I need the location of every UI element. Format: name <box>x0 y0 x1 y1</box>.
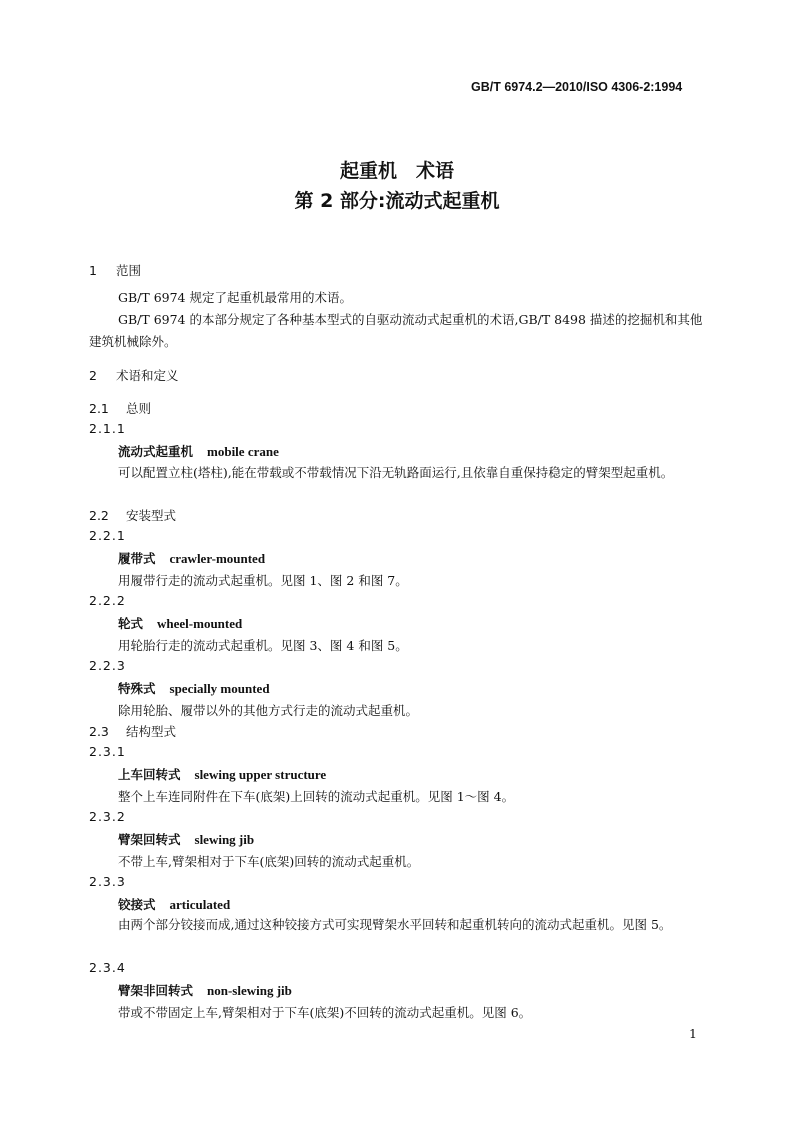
term-english: articulated <box>169 897 231 912</box>
term-number: 2.2.1 <box>89 528 126 543</box>
term-english: wheel-mounted <box>157 616 243 631</box>
section-heading-terms <box>89 366 179 384</box>
term-chinese: 履带式 <box>118 551 156 566</box>
term-english: slewing upper structure <box>194 767 327 782</box>
section-number: 1 <box>89 263 97 278</box>
term-entry <box>118 830 254 848</box>
term-definition: 用轮胎行走的流动式起重机。见图 3、图 4 和图 5。 <box>118 638 408 653</box>
term-definition: 不带上车,臂架相对于下车(底架)回转的流动式起重机。 <box>118 854 420 869</box>
subsection-heading <box>89 399 151 417</box>
page-number: 1 <box>689 1026 697 1041</box>
term-chinese: 臂架非回转式 <box>118 983 194 998</box>
term-definition: 用履带行走的流动式起重机。见图 1、图 2 和图 7。 <box>118 573 408 588</box>
term-chinese: 上车回转式 <box>118 767 181 782</box>
section-number: 2 <box>89 368 97 383</box>
term-entry <box>118 442 279 460</box>
document-subtitle: 第 2 部分:流动式起重机 <box>294 190 500 212</box>
subsection-number: 2.3 <box>89 724 109 739</box>
term-definition: 除用轮胎、履带以外的其他方式行走的流动式起重机。 <box>118 703 419 718</box>
subsection-heading <box>89 722 176 740</box>
term-entry <box>118 614 242 632</box>
term-english: crawler-mounted <box>169 551 266 566</box>
term-chinese: 流动式起重机 <box>118 444 194 459</box>
section-title: 范围 <box>116 263 142 278</box>
paragraph: GB/T 6974 规定了起重机最常用的术语。 <box>118 290 352 305</box>
term-number: 2.3.4 <box>89 960 126 975</box>
term-chinese: 轮式 <box>118 616 144 631</box>
term-number: 2.2.2 <box>89 593 126 608</box>
term-definition: 可以配置立柱(塔柱),能在带载或不带载情况下沿无轨路面运行,且依靠自重保持稳定的臂架型起重机。 <box>118 465 674 480</box>
document-title: 起重机 术语 <box>339 160 454 182</box>
subsection-number: 2.1 <box>89 401 109 416</box>
subsection-title: 结构型式 <box>126 724 177 739</box>
term-definition: 整个上车连同附件在下车(底架)上回转的流动式起重机。见图 1～图 4。 <box>118 789 515 804</box>
term-number: 2.2.3 <box>89 658 126 673</box>
term-chinese: 特殊式 <box>118 681 156 696</box>
section-title: 术语和定义 <box>116 368 179 383</box>
term-number: 2.3.1 <box>89 744 126 759</box>
subsection-title: 安装型式 <box>126 508 177 523</box>
term-english: mobile crane <box>207 444 279 459</box>
term-entry <box>118 549 265 567</box>
term-number: 2.3.2 <box>89 809 126 824</box>
term-english: slewing jib <box>194 832 255 847</box>
term-chinese: 臂架回转式 <box>118 832 181 847</box>
term-entry <box>118 981 292 999</box>
term-number: 2.1.1 <box>89 421 126 436</box>
subsection-title: 总则 <box>126 401 152 416</box>
term-english: specially mounted <box>169 681 270 696</box>
term-entry <box>118 895 230 913</box>
section-heading-scope <box>89 261 141 279</box>
paragraph: GB/T 6974 的本部分规定了各种基本型式的自驱动流动式起重机的术语,GB/T 8498 描述的挖掘机和其他建筑机械除外。 <box>89 312 703 349</box>
term-definition: 由两个部分铰接而成,通过这种铰接方式可实现臂架水平回转和起重机转向的流动式起重机。见图 5。 <box>118 917 672 932</box>
term-entry <box>118 679 270 697</box>
term-definition: 带或不带固定上车,臂架相对于下车(底架)不回转的流动式起重机。见图 6。 <box>118 1005 532 1020</box>
term-entry <box>118 765 326 783</box>
term-chinese: 铰接式 <box>118 897 156 912</box>
subsection-number: 2.2 <box>89 508 109 523</box>
term-number: 2.3.3 <box>89 874 126 889</box>
term-english: non-slewing jib <box>207 983 292 998</box>
subsection-heading <box>89 506 176 524</box>
standard-number: GB/T 6974.2—2010/ISO 4306-2:1994 <box>471 80 683 94</box>
